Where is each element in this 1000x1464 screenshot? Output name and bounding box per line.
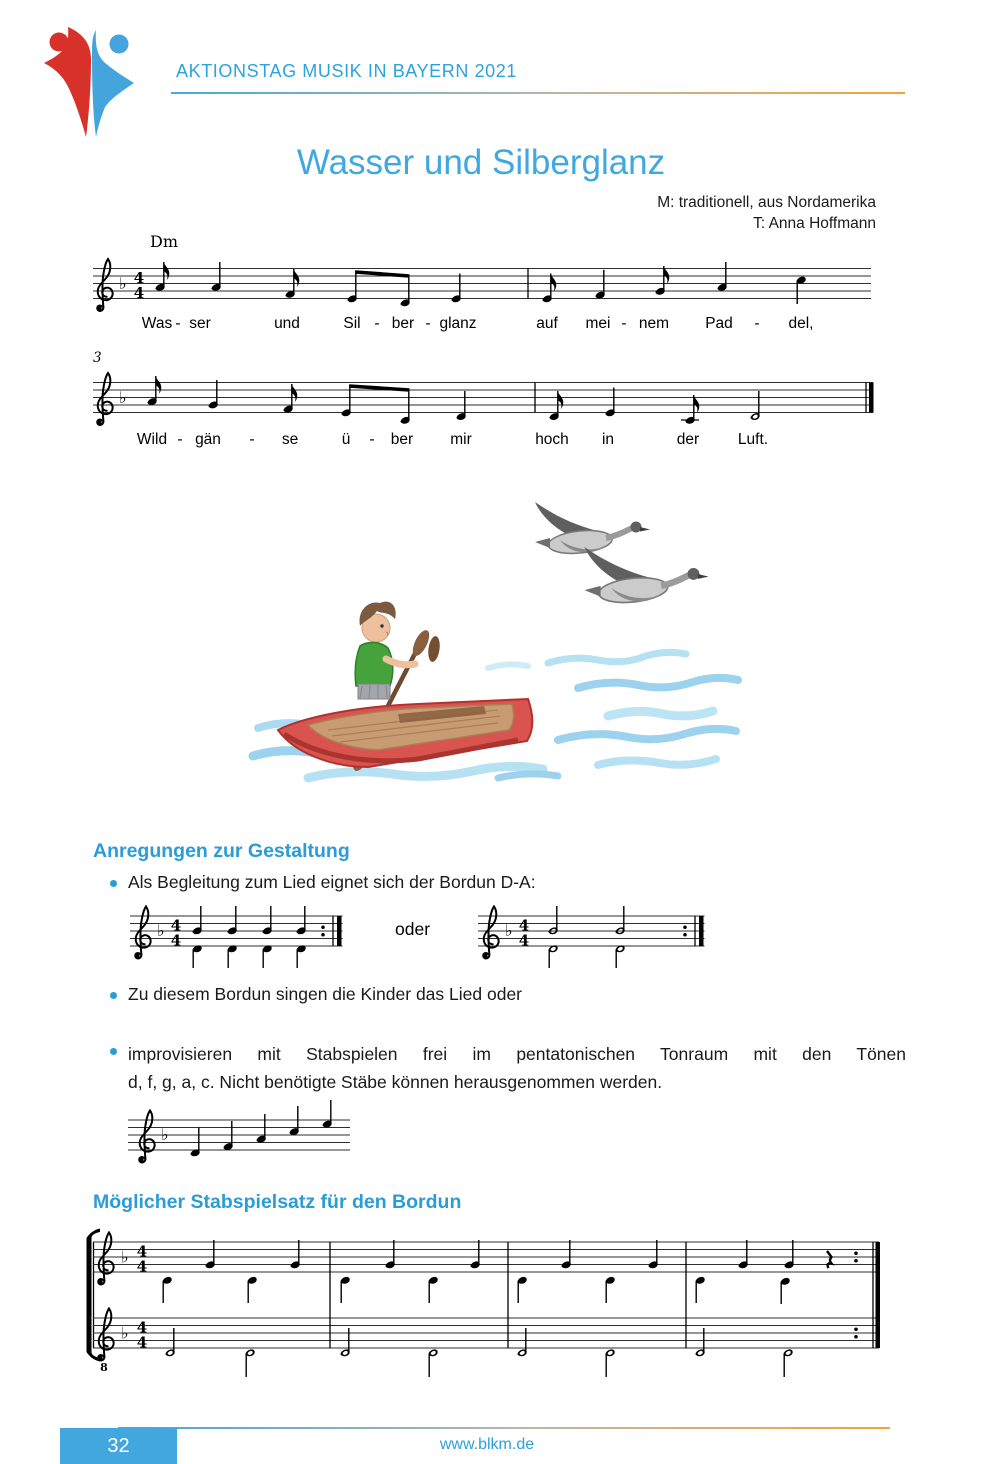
time-sig-bottom: 4 (133, 284, 145, 302)
svg-text:ber: ber (390, 431, 414, 448)
time-sig-top: 4 (133, 269, 145, 287)
svg-text:se: se (281, 431, 299, 448)
footer-website-link[interactable]: www.blkm.de (439, 1436, 535, 1453)
svg-text:gän: gän (195, 431, 221, 448)
bullet-item-2: Zu diesem Bordun singen die Kinder das Lied oder (128, 984, 522, 1004)
svg-text:auf: auf (536, 315, 558, 332)
bullet-item-3 (128, 1040, 906, 1096)
header-divider (171, 92, 905, 94)
credit-melody: M: traditionell, aus Nordamerika (657, 194, 876, 211)
bullet-item-3-line-2: d, f, g, a, c. Nicht benötigte Stäbe können herausgenommen werden. (128, 1072, 663, 1092)
svg-text:♭: ♭ (121, 1323, 129, 1343)
svg-text:-: - (175, 315, 181, 332)
svg-text:del,: del, (788, 315, 814, 332)
svg-text:hoch: hoch (535, 431, 569, 448)
page-number: 32 (107, 1434, 130, 1457)
svg-text:4: 4 (136, 1257, 148, 1276)
staff-lines (93, 383, 873, 413)
svg-text:4: 4 (136, 1333, 148, 1352)
svg-text:-: - (425, 315, 431, 332)
chord-symbol: Dm (150, 232, 178, 251)
svg-text:4: 4 (170, 931, 182, 950)
quarter-rest (827, 1251, 832, 1268)
notes (147, 376, 759, 424)
lyrics-line-1 (142, 315, 814, 332)
bordun-notation (120, 890, 720, 978)
rowboat (278, 699, 532, 767)
svg-text:ü: ü (341, 431, 351, 448)
svg-text:ser: ser (189, 315, 211, 332)
bullet-icon (110, 880, 117, 887)
section-heading-stabspielsatz: Möglicher Stabspielsatz für den Bordun (93, 1191, 462, 1213)
svg-text:Pad: Pad (705, 315, 733, 332)
logo-blue-head (110, 35, 129, 54)
svg-text:der: der (676, 431, 700, 448)
stabspielsatz-notation (80, 1225, 895, 1395)
octave-treble-clef-icon (98, 1309, 113, 1361)
key-flat: ♭ (161, 1125, 169, 1144)
goose-icon (535, 502, 650, 556)
boat-geese-illustration (248, 478, 758, 788)
svg-text:♭: ♭ (157, 921, 165, 940)
svg-text:-: - (621, 315, 627, 332)
footer-divider (118, 1427, 890, 1429)
section-heading-gestaltung: Anregungen zur Gestaltung (93, 840, 350, 862)
octave-mark: 8 (100, 1361, 108, 1374)
svg-text:Sil: Sil (343, 315, 361, 332)
svg-text:ber: ber (391, 315, 415, 332)
music-line-2 (85, 345, 915, 457)
lyrics-line-2 (137, 431, 768, 448)
svg-text:4: 4 (136, 1242, 148, 1261)
person (355, 602, 415, 699)
bordun-halves (478, 906, 705, 968)
svg-text:♭: ♭ (121, 1247, 129, 1267)
svg-text:Luft.: Luft. (737, 431, 769, 448)
svg-text:-: - (369, 431, 375, 448)
svg-text:-: - (249, 431, 255, 448)
goose-icon (584, 547, 708, 606)
svg-text:-: - (754, 315, 760, 332)
svg-text:in: in (601, 431, 615, 448)
svg-text:mir: mir (450, 431, 472, 448)
svg-text:4: 4 (518, 931, 530, 950)
key-flat: ♭ (119, 274, 127, 293)
svg-text:und: und (274, 315, 300, 332)
bullet-item-3-line-1: improvisieren mit Stabspielen frei im pentatonischen Tonraum mit den Tönen (128, 1044, 906, 1064)
treble-clef-icon (98, 1233, 113, 1285)
key-flat: ♭ (119, 388, 127, 407)
lower-staff-notes (165, 1327, 857, 1377)
bullet-item-1: Als Begleitung zum Lied eignet sich der Bordun D-A: (128, 872, 536, 892)
credit-text: T: Anna Hoffmann (753, 215, 876, 232)
svg-text:4: 4 (136, 1318, 148, 1337)
music-line-1 (85, 228, 915, 343)
svg-text:mei: mei (585, 315, 611, 332)
svg-text:-: - (374, 315, 380, 332)
or-label: oder (395, 919, 431, 939)
svg-text:Was: Was (141, 315, 173, 332)
logo-red-head (50, 33, 69, 52)
svg-text:4: 4 (170, 916, 182, 935)
svg-text:♭: ♭ (505, 921, 513, 940)
svg-text:Wild: Wild (136, 431, 168, 448)
svg-text:4: 4 (518, 916, 530, 935)
pentatonic-scale-notation (115, 1100, 365, 1170)
system-barlines (330, 1242, 880, 1348)
measure-number: 3 (93, 350, 102, 366)
svg-text:-: - (177, 431, 183, 448)
svg-text:glanz: glanz (439, 315, 477, 332)
staff-lines (93, 269, 871, 299)
blkm-logo (40, 25, 140, 143)
notes (190, 1100, 331, 1156)
svg-text:nem: nem (638, 315, 670, 332)
treble-clef-icon (97, 259, 112, 311)
treble-clef-icon (97, 373, 112, 425)
bordun-quarters (130, 906, 343, 968)
song-title: Wasser und Silberglanz (296, 143, 666, 182)
bullet-icon (110, 992, 117, 999)
treble-clef-icon (139, 1111, 154, 1163)
bullet-icon (110, 1048, 117, 1055)
header-brand: AKTIONSTAG MUSIK IN BAYERN 2021 (176, 61, 518, 81)
